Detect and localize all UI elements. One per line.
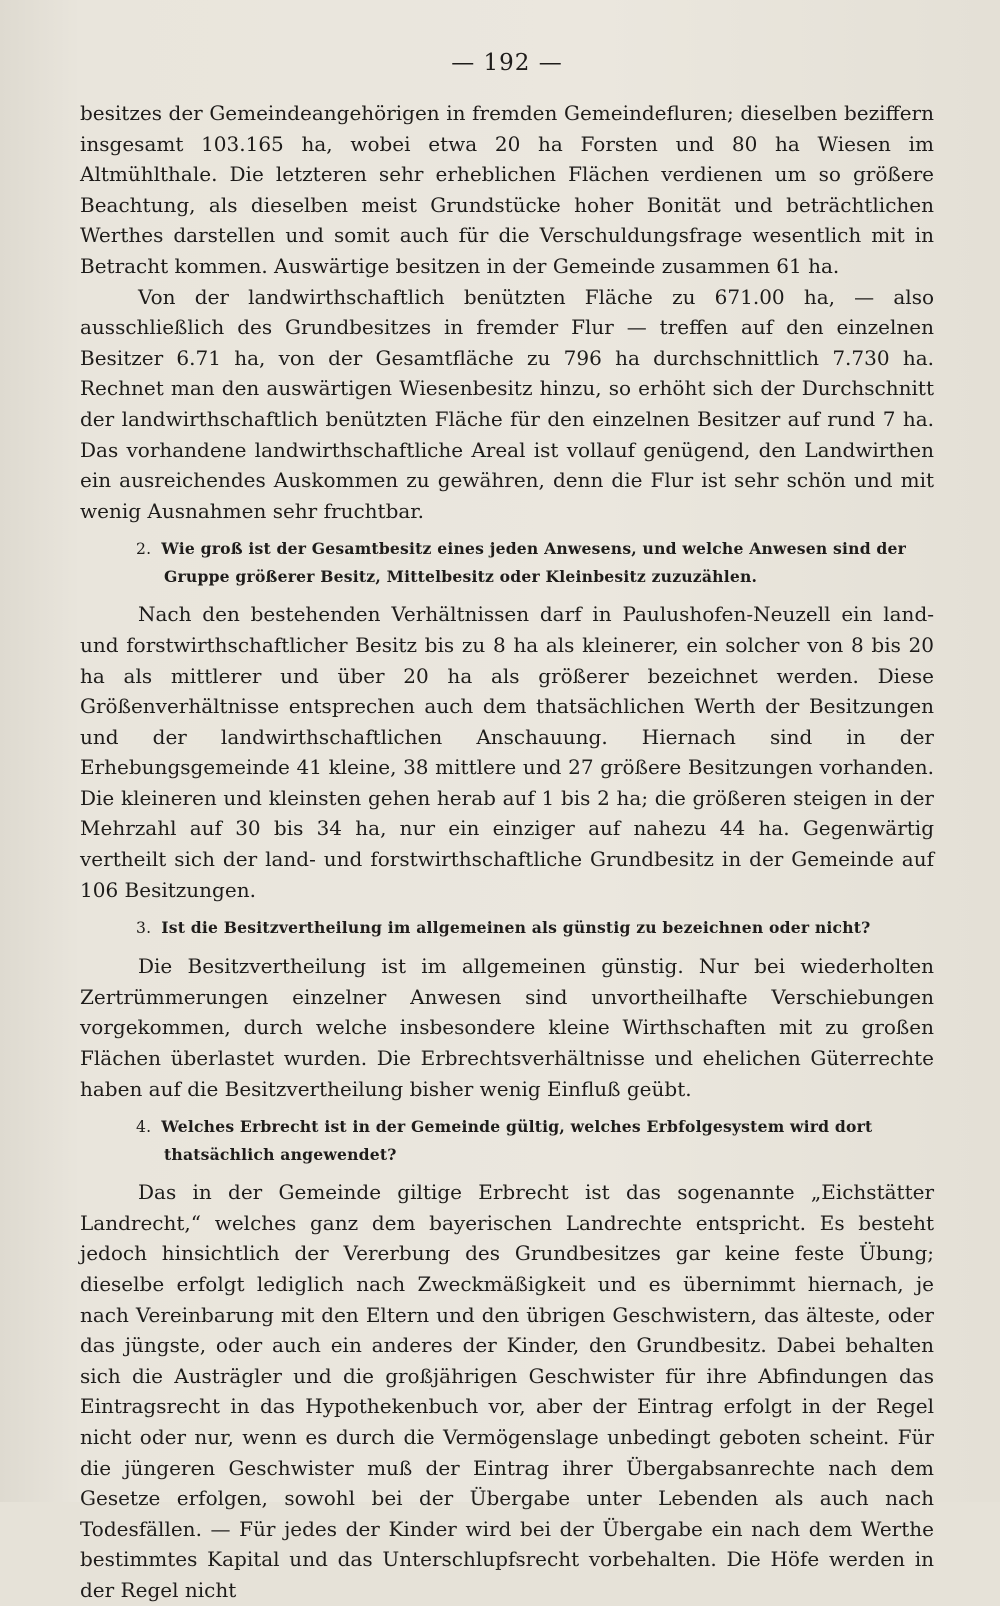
question-number: 2. bbox=[136, 540, 152, 559]
paragraph-inheritance-law: Das in der Gemeinde giltige Erbrecht ist das sogenannte „Eichstätter Landrecht,“ welches ganz dem bayerischen Landrechte entspricht. Es besteht jedoch hinsichtlich der Vererbung des Grundbesitzes gar keine feste Übung; dieselbe erfolgt lediglich nach Zweckmäßigkeit und es übernimmt hiernach, je nach Vereinbarung mit den Eltern und den übrigen Geschwistern, das älteste, oder das jüngste, oder auch ein anderes der Kinder, den Grundbesitz. Dabei behalten sich die Austrägler und die großjährigen Geschwister für ihre Abfindungen das Eintragsrecht in das Hypothekenbuch vor, aber der Eintrag erfolgt in der Regel nicht oder nur, wenn es durch die Vermögenslage unbedingt geboten scheint. Für die jüngeren Geschwister muß der Eintrag ihrer Übergabsanrechte nach dem Gesetze erfolgen, sowohl bei der Übergabe unter Lebenden als auch nach Todesfällen. — Für jedes der Kinder wird bei der Übergabe ein nach dem Werthe bestimmtes Kapital und das Unterschlupfsrecht vorbehalten. Die Höfe werden in der Regel nicht bbox=[80, 1180, 934, 1602]
question-number: 3. bbox=[136, 919, 152, 938]
question-text: Ist die Besitzvertheilung im allgemeinen als günstig zu bezeichnen oder nicht? bbox=[161, 918, 871, 938]
page-number: — 192 — bbox=[451, 50, 563, 76]
question-text: Welches Erbrecht ist in der Gemeinde gültig, welches Erbfolgesystem wird dort thatsächlich angewendet? bbox=[161, 1117, 873, 1165]
paragraph-holding-sizes: Nach den bestehenden Verhältnissen darf in Paulushofen-Neuzell ein land- und forstwirthschaftlicher Besitz bis zu 8 ha als kleinerer, ein solcher von 8 bis 20 ha als mittlerer und über 20 ha als größerer bezeichnet werden. Diese Größenverhältnisse entsprechen auch dem thatsächlichen Werth der Besitzungen und der landwirthschaftlichen Anschauung. Hiernach sind in der Erhebungsgemeinde 41 kleine, 38 mittlere und 27 größere Besitzungen vorhanden. Die kleineren und kleinsten gehen herab auf 1 bis 2 ha; die größeren steigen in der Mehrzahl auf 30 bis 34 ha, nur ein einziger auf nahezu 44 ha. Gegenwärtig vertheilt sich der land- und forstwirthschaftliche Grundbesitz in der Gemeinde auf 106 Besitzungen. bbox=[80, 602, 934, 902]
question-text: Wie groß ist der Gesamtbesitz eines jeden Anwesens, und welche Anwesen sind der Gruppe größerer Besitz, Mittelbesitz oder Kleinbesitz zuzuzählen. bbox=[161, 539, 907, 587]
paragraph-continuation: besitzes der Gemeindeangehörigen in fremden Gemeindefluren; dieselben beziffern insgesamt 103.165 ha, wobei etwa 20 ha Forsten und 80 ha Wiesen im Altmühlthale. Die letzteren sehr erheblichen Flächen verdienen um so größere Beachtung, als dieselben meist Grundstücke hoher Bonität und beträchtlichen Werthes darstellen und somit auch für die Verschuldungsfrage wesentlich mit in Betracht kommen. Auswärtige besitzen in der Gemeinde zusammen 61 ha. bbox=[80, 101, 934, 278]
question-3 bbox=[80, 914, 934, 942]
question-4 bbox=[80, 1113, 934, 1168]
paragraph-average-holding: Von der landwirthschaftlich benützten Fläche zu 671.00 ha, — also ausschließlich des Grundbesitzes in fremder Flur — treffen auf den einzelnen Besitzer 6.71 ha, von der Gesamtfläche zu 796 ha durchschnittlich 7.730 ha. Rechnet man den auswärtigen Wiesenbesitz hinzu, so erhöht sich der Durchschnitt der landwirthschaftlich benützten Fläche für den einzelnen Besitzer auf rund 7 ha. Das vorhandene landwirthschaftliche Areal ist vollauf genügend, den Landwirthen ein ausreichendes Auskommen zu gewähren, denn die Flur ist sehr schön und mit wenig Ausnahmen sehr fruchtbar. bbox=[80, 284, 934, 523]
question-2 bbox=[80, 535, 934, 590]
question-number: 4. bbox=[136, 1118, 152, 1137]
paragraph-distribution: Die Besitzvertheilung ist im allgemeinen günstig. Nur bei wiederholten Zertrümmerungen einzelner Anwesen sind unvortheilhafte Verschiebungen vorgekommen, durch welche insbesondere kleine Wirthschaften mit zu großen Flächen überlastet wurden. Die Erbrechtsverhältnisse und ehelichen Güterrechte haben auf die Besitzvertheilung bisher wenig Einfluß geübt. bbox=[80, 954, 934, 1101]
